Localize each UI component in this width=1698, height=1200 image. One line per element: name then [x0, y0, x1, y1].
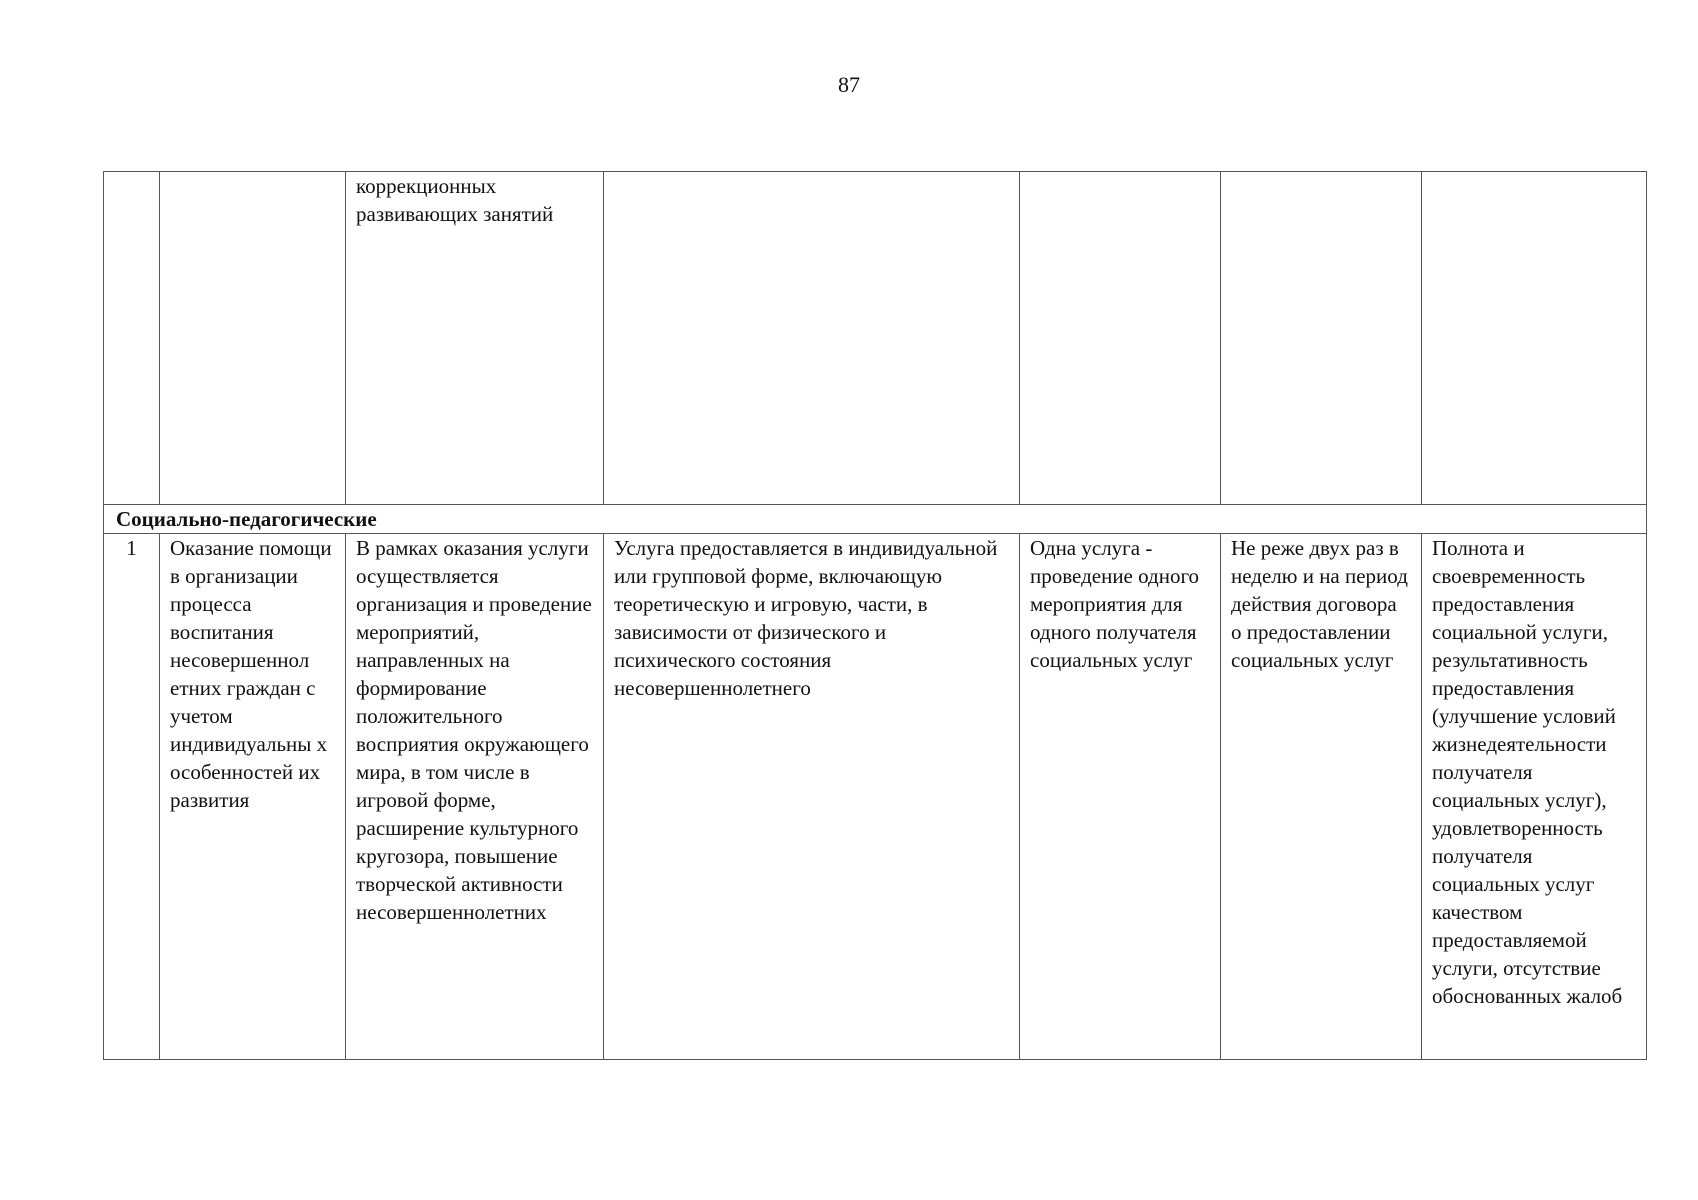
table-cell: коррекционных развивающих занятий	[346, 172, 604, 505]
service-quality-cell: Полнота и своевременность предоставления социальной услуги, результативность предоставления (улучшение условий жизнедеятельности получателя социальных услуг), удовлетворенность получателя социальных услуг качеством предоставляемой услуги, отсутствие обоснованных жалоб	[1422, 534, 1647, 1060]
table-cell	[104, 172, 160, 505]
service-name-cell: Оказание помощи в организации процесса воспитания несовершеннол етних граждан с учетом индивидуальны х особенностей их развития	[160, 534, 346, 1060]
continuation-row	[104, 172, 1647, 505]
table-cell	[1422, 172, 1647, 505]
table-cell	[160, 172, 346, 505]
table-cell	[604, 172, 1020, 505]
services-table	[103, 171, 1647, 1060]
section-title: Социально-педагогические	[104, 505, 1647, 534]
service-conditions-cell: Услуга предоставляется в индивидуальной или групповой форме, включающую теоретическую и игровую, части, в зависимости от физического и психического состояния несовершеннолетнего	[604, 534, 1020, 1060]
section-header-row	[104, 505, 1647, 534]
service-unit-cell: Одна услуга - проведение одного мероприятия для одного получателя социальных услуг	[1020, 534, 1221, 1060]
table-cell	[1221, 172, 1422, 505]
row-number: 1	[104, 534, 160, 1060]
service-frequency-cell: Не реже двух раз в неделю и на период действия договора о предоставлении социальных услуг	[1221, 534, 1422, 1060]
page-number: 87	[838, 72, 860, 97]
table-row	[104, 534, 1647, 1060]
table-cell	[1020, 172, 1221, 505]
service-description-cell: В рамках оказания услуги осуществляется организация и проведение мероприятий, направленных на формирование положительного восприятия окружающего мира, в том числе в игровой форме, расширение культурного кругозора, повышение творческой активности несовершеннолетних	[346, 534, 604, 1060]
